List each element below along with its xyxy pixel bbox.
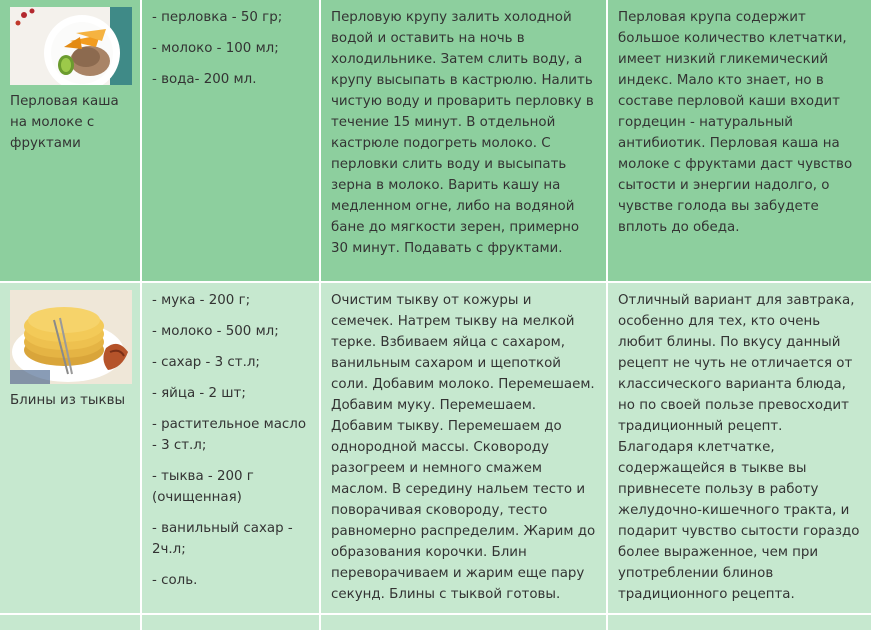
ingredient-item: - растительное масло - 3 ст.л;	[152, 417, 307, 453]
empty-cell	[607, 614, 871, 631]
ingredients-list	[152, 290, 309, 591]
empty-cell	[320, 614, 607, 631]
ingredients-cell	[141, 0, 320, 282]
ingredient-item: - молоко - 100 мл;	[152, 41, 279, 56]
ingredients-list	[152, 7, 309, 90]
benefit-text: Отличный вариант для завтрака, особенно для тех, кто очень любит блины. По вкусу данный рецепт не чуть не отличается от классического варианта блюда, но по своей пользе превосходит традиционный рецепт. Благодаря клетчатке, содержащейся в тыкве вы привнесете пользу в работу желудочно-кишечного тракта, и подарит чувство сытости гораздо более выраженное, чем при употреблении блинов традиционного рецепта.	[618, 293, 860, 602]
benefit-cell	[607, 0, 871, 282]
ingredients-cell	[141, 282, 320, 614]
ingredient-item: - вода- 200 мл.	[152, 72, 257, 87]
ingredient-item: - мука - 200 г;	[152, 293, 251, 308]
ingredient-item: - сахар - 3 ст.л;	[152, 355, 260, 370]
method-cell	[320, 282, 607, 614]
table-row	[0, 282, 871, 614]
dish-name: Перловая каша на молоке с фруктами	[10, 94, 119, 151]
dish-cell	[0, 0, 141, 282]
pumpkin-pancakes-photo	[10, 290, 132, 384]
benefit-text: Перловая крупа содержит большое количество клетчатки, имеет низкий гликемический индекс. Мало кто знает, но в составе перловой каши входит гордецин - натуральный антибиотик. Перловая каша на молоке с фруктами даст чувство сытости и энергии надолго, о чувстве голода вы забудете вплоть до обеда.	[618, 10, 853, 235]
ingredient-item: - перловка - 50 гр;	[152, 10, 283, 25]
ingredient-item: - ванильный сахар - 2ч.л;	[152, 521, 293, 557]
ingredient-item: - соль.	[152, 573, 198, 588]
dish-cell	[0, 282, 141, 614]
table-row	[0, 0, 871, 282]
ingredient-item: - молоко - 500 мл;	[152, 324, 279, 339]
method-cell	[320, 0, 607, 282]
empty-cell	[141, 614, 320, 631]
benefit-cell	[607, 282, 871, 614]
empty-cell	[0, 614, 141, 631]
porridge-plate-photo	[10, 7, 132, 85]
table-row	[0, 614, 871, 631]
method-text: Перловую крупу залить холодной водой и оставить на ночь в холодильнике. Затем слить воду, а крупу высыпать в кастрюлю. Налить чистую воду и проварить перловку в течение 15 минут. В отдельной кастрюле подогреть молоко. С перловки слить воду и высыпать зерна в молоко. Варить кашу на медленном огне, либо на водяной бане до мягкости зерен, примерно 30 минут. Подавать с фруктами.	[331, 10, 594, 256]
ingredient-item: - тыква - 200 г (очищенная)	[152, 469, 254, 505]
method-text: Очистим тыкву от кожуры и семечек. Натрем тыкву на мелкой терке. Взбиваем яйца с сахаром, ванильным сахаром и щепоткой соли. Добавим молоко. Перемешаем. Добавим муку. Перемешаем. Добавим тыкву. Перемешаем до однородной массы. Сковороду разогреем и немного смажем маслом. В середину нальем тесто и поворачивая сковороду, тесто равномерно распределим. Жарим до образования корочки. Блин переворачиваем и жарим еще пару секунд. Блины с тыквой готовы.	[331, 293, 596, 602]
dish-name: Блины из тыквы	[10, 393, 126, 408]
ingredient-item: - яйца - 2 шт;	[152, 386, 246, 401]
